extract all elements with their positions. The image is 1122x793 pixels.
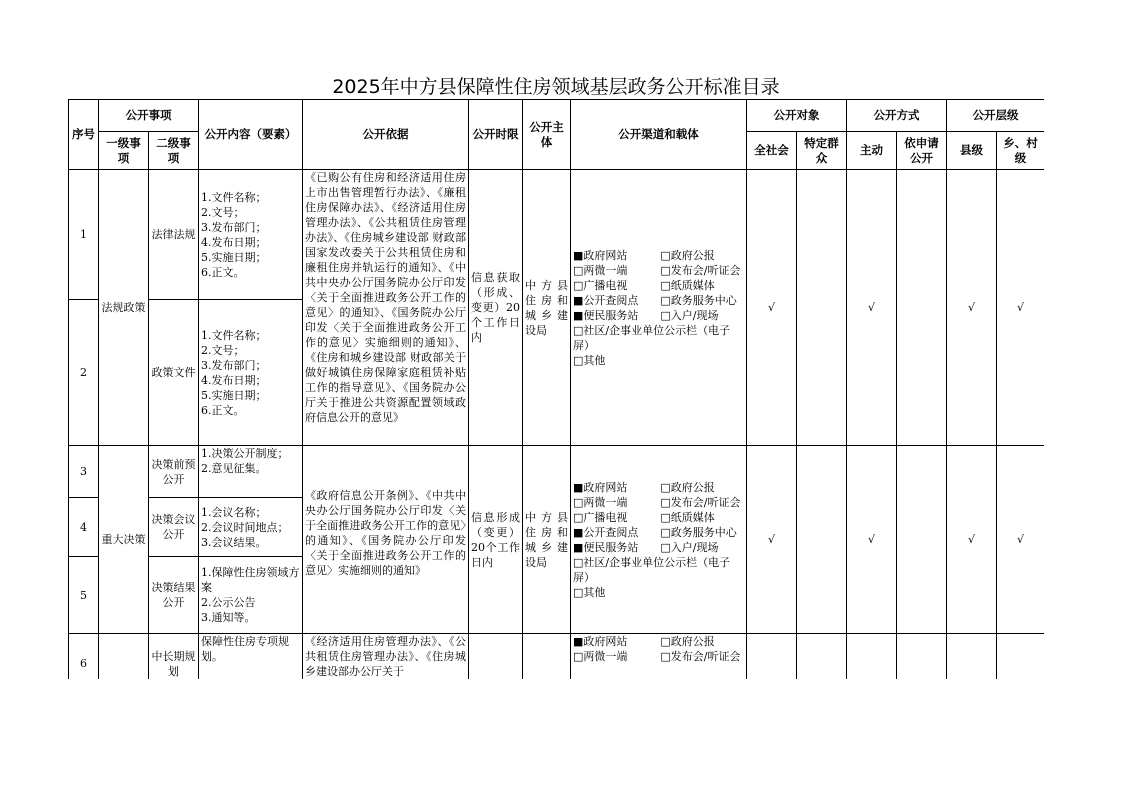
mark-all: √ [747, 446, 797, 634]
header-target-all: 全社会 [747, 132, 797, 170]
mark-active [847, 634, 897, 680]
header-content: 公开内容（要素） [199, 100, 303, 170]
channel-cell: ■政府网站 □政府公报 □两微一端 □发布会/听证会 [571, 634, 747, 680]
table-row [69, 634, 1045, 680]
mark-group [797, 446, 847, 634]
table-row [69, 446, 1045, 498]
time-cell [469, 634, 523, 680]
mark-active: √ [847, 170, 897, 446]
level2-cell: 决策结果公开 [149, 557, 199, 634]
seq-cell: 1 [69, 170, 99, 300]
header-level-town: 乡、村级 [997, 132, 1045, 170]
header-level1: 一级事项 [99, 132, 149, 170]
seq-cell: 3 [69, 446, 99, 498]
seq-cell: 6 [69, 634, 99, 680]
mark-all [747, 634, 797, 680]
content-cell: 1.文件名称； 2.文号； 3.发布部门； 4.发布日期； 5.实施日期； 6.正文。 [199, 170, 303, 300]
header-row-1 [69, 100, 1045, 132]
header-level-county: 县级 [947, 132, 997, 170]
seq-cell: 5 [69, 557, 99, 634]
level1-cell [99, 634, 149, 680]
mark-active: √ [847, 446, 897, 634]
header-subject: 公开主体 [523, 100, 571, 170]
content-cell: 保障性住房专项规划。 [199, 634, 303, 680]
content-cell: 1.会议名称； 2.会议时间地点； 3.会议结果。 [199, 498, 303, 557]
mark-town: √ [997, 170, 1045, 446]
subject-cell [523, 634, 571, 680]
table-row [69, 170, 1045, 300]
header-seq: 序号 [69, 100, 99, 170]
header-level: 公开层级 [947, 100, 1045, 132]
mark-county: √ [947, 170, 997, 446]
level1-cell: 法规政策 [99, 170, 149, 446]
page-title: 2025年中方县保障性住房领域基层政务公开标准目录 [332, 76, 780, 98]
basis-cell: 《政府信息公开条例》、《中共中央办公厅国务院办公厅印发〈关于全面推进政务公开工作的意见〉的通知》、《国务院办公厅印发〈关于全面推进政务公开工作的意见〉实施细则的通知》 [303, 446, 469, 634]
header-level2: 二级事项 [149, 132, 199, 170]
mark-group [797, 170, 847, 446]
header-target-group: 特定群众 [797, 132, 847, 170]
header-basis: 公开依据 [303, 100, 469, 170]
basis-cell: 《经济适用住房管理办法》、《公共租赁住房管理办法》、《住房城乡建设部办公厅关于 [303, 634, 469, 680]
level2-cell: 法律法规 [149, 170, 199, 300]
subject-cell: 中方县住房和城乡建设局 [523, 446, 571, 634]
seq-cell: 2 [69, 300, 99, 446]
content-cell: 1.决策公开制度； 2.意见征集。 [199, 446, 303, 498]
catalog-table [68, 99, 1044, 679]
mark-county: √ [947, 446, 997, 634]
level1-cell: 重大决策 [99, 446, 149, 634]
subject-cell: 中方县住房和城乡建设局 [523, 170, 571, 446]
channel-cell: ■政府网站 □政府公报 □两微一端 □发布会/听证会 □广播电视 □纸质媒体 ■公开查阅点 □政务服务中心 ■便民服务站 □入户/现场 □社区/企事业单位公示栏（电子屏） □其他 [571, 170, 747, 446]
header-method-apply: 依申请公开 [897, 132, 947, 170]
time-cell: 信息获取（形成、变更）20个工作日内 [469, 170, 523, 446]
header-method-active: 主动 [847, 132, 897, 170]
header-method: 公开方式 [847, 100, 947, 132]
header-channel: 公开渠道和载体 [571, 100, 747, 170]
basis-cell [303, 170, 469, 446]
header-target: 公开对象 [747, 100, 847, 132]
level2-cell: 政策文件 [149, 300, 199, 446]
mark-group [797, 634, 847, 680]
channel-cell: ■政府网站 □政府公报 □两微一端 □发布会/听证会 □广播电视 □纸质媒体 ■公开查阅点 □政务服务中心 ■便民服务站 □入户/现场 □社区/企事业单位公示栏（电子屏） □其他 [571, 446, 747, 634]
content-cell: 1.保障性住房领域方案 2.公示公告 3.通知等。 [199, 557, 303, 634]
level2-cell: 决策会议公开 [149, 498, 199, 557]
catalog-sheet [68, 99, 1044, 679]
content-cell: 1.文件名称； 2.文号； 3.发布部门； 4.发布日期； 5.实施日期； 6.正文。 [199, 300, 303, 446]
level2-cell: 决策前预公开 [149, 446, 199, 498]
mark-town: √ [997, 446, 1045, 634]
mark-apply [897, 170, 947, 446]
seq-cell: 4 [69, 498, 99, 557]
time-cell: 信息形成（变更）20个工作日内 [469, 446, 523, 634]
header-matter: 公开事项 [99, 100, 199, 132]
level2-cell: 中长期规划 [149, 634, 199, 680]
basis-text: 《已购公有住房和经济适用住房上市出售管理暂行办法》、《廉租住房保障办法》、《经济适用住房管理办法》、《公共租赁住房管理办法》、《住房城乡建设部 财政部 国家发改委关于公共租赁住房和廉租住房并轨运行的通知》、《中共中央办公厅国务院办公厅印发〈关于全面推进政务公开工作的意见〉的通知》、《国务院办公厅印发〈关于全面推进政务公开工作的意见〉实施细则的通知》、《住房和城乡建设部 财政部关于做好城镇住房保障家庭租赁补贴工作的指导意见》、《国务院办公厅关于推进公共资源配置领域政府信息公开的意见》 [305, 171, 466, 424]
mark-apply [897, 446, 947, 634]
header-time: 公开时限 [469, 100, 523, 170]
mark-county [947, 634, 997, 680]
mark-all: √ [747, 170, 797, 446]
mark-town [997, 634, 1045, 680]
mark-apply [897, 634, 947, 680]
